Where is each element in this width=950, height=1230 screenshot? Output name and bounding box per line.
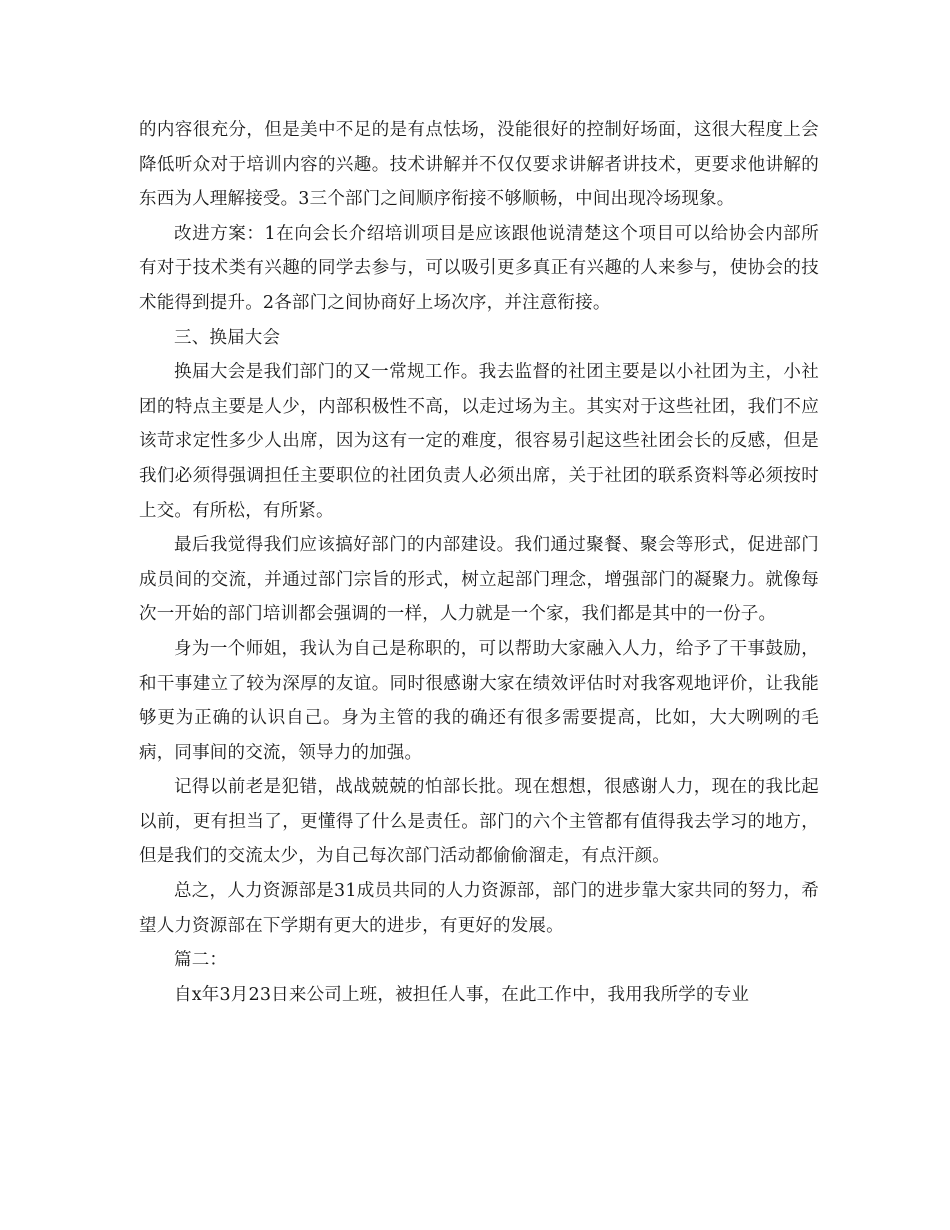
section-heading-3: 三、换届大会: [174, 327, 281, 348]
paragraph-reflection: 记得以前老是犯错，战战兢兢的怕部长批。现在想想，很感谢人力，现在的我比起以前，更有担当了，更懂得了什么是责任。部门的六个主管都有值得我去学习的地方，但是我们的交流太少，为自己每次部门活动都偷偷溜走，有点汗颜。: [139, 777, 819, 867]
paragraph-self-assessment: 身为一个师姐，我认为自己是称职的，可以帮助大家融入人力，给予了干事鼓励，和干事建立了较为深厚的友谊。同时很感谢大家在绩效评估时对我客观地评价，让我能够更为正确的认识自己。身为主管的我的确还有很多需要提高，比如，大大咧咧的毛病，同事间的交流，领导力的加强。: [139, 638, 819, 763]
paragraph-part-2-intro: 自x年3月23日来公司上班，被担任人事，在此工作中，我用我所学的专业: [174, 984, 750, 1005]
paragraph-internal-building: 最后我觉得我们应该搞好部门的内部建设。我们通过聚餐、聚会等形式，促进部门成员间的交流，并通过部门宗旨的形式，树立起部门理念，增强部门的凝聚力。就像每次一开始的部门培训都会强调的一样，人力就是一个家，我们都是其中的一份子。: [139, 535, 819, 625]
paragraph-1: 的内容很充分，但是美中不足的是有点怯场，没能很好的控制好场面，这很大程度上会降低听众对于培训内容的兴趣。技术讲解并不仅仅要求讲解者讲技术，更要求他讲解的东西为人理解接受。3三个部门之间顺序衔接不够顺畅，中间出现冷场现象。: [139, 120, 819, 210]
document-body: [139, 113, 819, 1012]
paragraph-conclusion: 总之，人力资源部是31成员共同的人力资源部，部门的进步靠大家共同的努力，希望人力资源部在下学期有更大的进步，有更好的发展。: [139, 881, 819, 936]
section-heading-part-2: 篇二：: [174, 950, 228, 971]
paragraph-election-meeting: 换届大会是我们部门的又一常规工作。我去监督的社团主要是以小社团为主，小社团的特点主要是人少，内部积极性不高，以走过场为主。其实对于这些社团，我们不应该苛求定性多少人出席，因为这有一定的难度，很容易引起这些社团会长的反感，但是我们必须得强调担任主要职位的社团负责人必须出席，关于社团的联系资料等必须按时上交。有所松，有所紧。: [139, 362, 819, 521]
paragraph-improvement-plan: 改进方案：1在向会长介绍培训项目是应该跟他说清楚这个项目可以给协会内部所有对于技术类有兴趣的同学去参与，可以吸引更多真正有兴趣的人来参与，使协会的技术能得到提升。2各部门之间协商好上场次序，并注意衔接。: [139, 223, 819, 313]
